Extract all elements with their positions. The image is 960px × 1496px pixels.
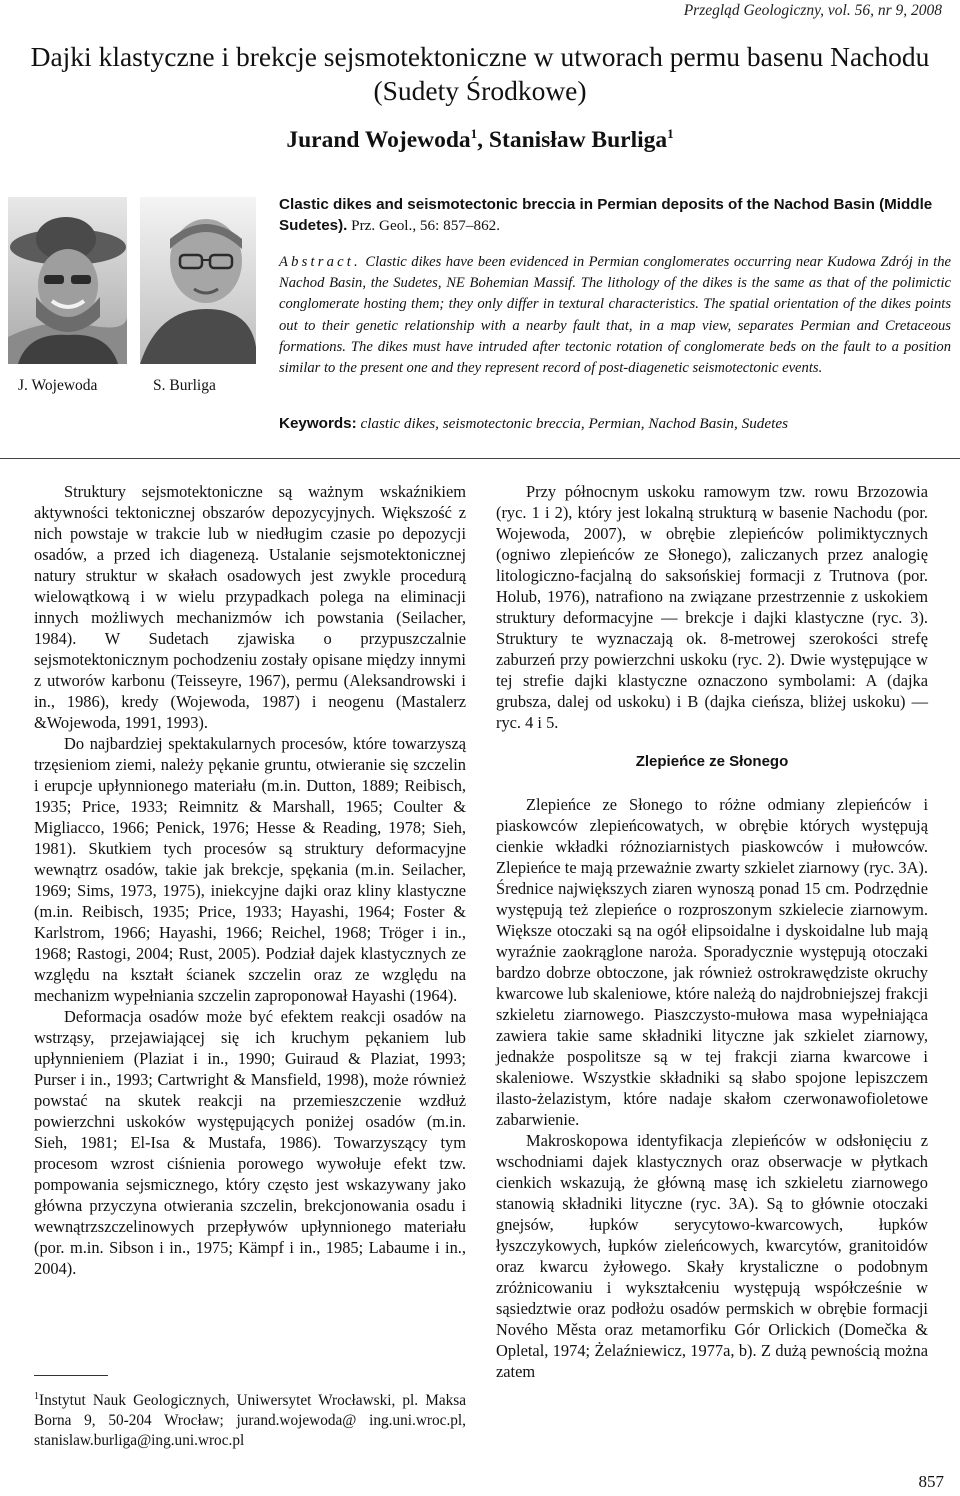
reference-citation: Prz. Geol., 56: 857–862. bbox=[347, 217, 501, 234]
author-2: Stanisław Burliga bbox=[488, 126, 668, 153]
author-2-affiliation: 1 bbox=[667, 126, 674, 141]
body-paragraph: Przy północnym uskoku ramowym tzw. rowu Brzozowia (ryc. 1 i 2), który jest lokalną strukturą w basenie Nachodu (por. Wojewoda, 2007), w obrębie zlepieńców polimiktycznych (ogniwo zlepieńców ze Słonego), zaliczanych przez analogię litologiczno-facjalną do saksońskiej formacji z Trutnova (por. Holub, 1976), natrafiono na związane przestrzennie z uskokiem struktury deformacyjne — brekcje i dajki klastyczne (ryc. 3). Struktury te wyznaczają ok. 8-metrowej szerokości strefę zaburzeń przy powierzchni uskoku (ryc. 2). Dwie występujące w tej strefie dajki klastyczne oznaczono symbolami: A (dajka grubsza, dalej od uskoku) i B (dajka cieńsza, bliżej uskoku) — ryc. 4 i 5. bbox=[496, 482, 928, 732]
photo-caption-wojewoda: J. Wojewoda bbox=[18, 377, 98, 394]
body-paragraph: Deformacja osadów może być efektem reakcji osadów na wstrząsy, przejawiającej się ich kruchym pękaniem lub upłynnieniem (Plaziat i in., 1990; Guiraud & Plaziat, 1993; Purser i in., 1993; Cartwright & Mansfield, 1998), może również powstać na skutek reakcji na przemieszczenie wzdłuż powierzchni uskoków występujących poniżej osadów (m.in. Sieh, 1981; El-Isa & Mustafa, 1986). Towarzyszący tym procesom wzrost ciśnienia porowego wywołuje efekt tzw. pompowania sejsmicznego, który często jest wskazywany jako główna przyczyna otwierania szczelin, brekcjonowania osadu i wewnątrzszczelinowych przepływów upłynnionego materiału (por. m.in. Sibson i in., 1975; Kämpf i in., 1985; Labaume i in., 2004). bbox=[34, 1007, 466, 1278]
keywords-label: Keywords: bbox=[279, 415, 357, 432]
right-column bbox=[496, 481, 928, 1382]
body-paragraph: Struktury sejsmotektoniczne są ważnym wskaźnikiem aktywności tektonicznej obszarów depozycyjnych. Większość z nich powstaje w trakcie lub w niedługim czasie po depozycji osadów, a przed ich diagenezą. Ustalanie sejsmotektonicznej natury struktur w skałach osadowych jest zwykle procedurą wielowątkową i w wielu przypadkach polega na eliminacji innych możliwych mechanizmów ich powstania (Seilacher, 1984). W Sudetach zjawiska o przypuszczalnie sejsmotektonicznym pochodzeniu zostały opisane między innymi z utworów karbonu (Teisseyre, 1967), permu (Aleksandrowski i in., 1986), kredy (Wojewoda, 1987) i neogenu (Mastalerz &Wojewoda, 1991, 1993). bbox=[34, 482, 466, 732]
section-heading: Zlepieńce ze Słonego bbox=[635, 753, 789, 770]
author-1: Jurand Wojewoda bbox=[286, 126, 471, 153]
body-paragraph: Zlepieńce ze Słonego to różne odmiany zlepieńców i piaskowców zlepieńcowatych, w obrębie których występują cienkie wkładki różnoziarnistych piaskowców i mułowców. Zlepieńce te mają przeważnie zwarty szkielet ziarnowy (ryc. 3A). Średnice największych ziaren wynoszą ponad 15 cm. Podrzędnie występują też zlepieńce o rozproszonym szkielecie ziarnowym. Większe otoczaki są na ogół elipsoidalne i dyskoidalne lub mają wyraźnie zaokrąglone naroża. Sporadycznie występują otoczaki bardzo dobrze obtoczone, jak również ostrokrawędziste okruchy kwarcowe lub skaleniowe, które należą do najdrobniejszej frakcji szkieletu ziarnowego. Piaszczysto-mułowa masa wypełniająca zawiera takie same składniki lityczne jak szkielet ziarnowy, jednakże pospolitsze są w tej frakcji ziarna kwarcowe i skaleniowe. Wszystkie składniki są słabo spojone lepiszczem ilasto-żelazistym, które nadaje skałom czerwonawofioletowe zabarwienie. bbox=[496, 795, 928, 1129]
footnote-marker: 1 bbox=[34, 1391, 39, 1402]
reference-title: Clastic dikes and seismotectonic breccia in Permian deposits of the Nachod Basin (Middle Sudetes). bbox=[279, 196, 933, 234]
title-line-2: (Sudety Środkowe) bbox=[373, 75, 587, 106]
author-photo-wojewoda bbox=[8, 197, 127, 364]
header-divider bbox=[0, 458, 960, 459]
footnote-divider bbox=[34, 1375, 108, 1376]
author-photo-burliga bbox=[140, 197, 256, 364]
author-list bbox=[0, 126, 960, 154]
keywords-text: clastic dikes, seismotectonic breccia, Permian, Nachod Basin, Sudetes bbox=[356, 415, 788, 432]
english-reference bbox=[279, 194, 951, 236]
affiliation-footnote bbox=[34, 1387, 466, 1451]
left-column bbox=[34, 481, 466, 1279]
footnote-text: Instytut Nauk Geologicznych, Uniwersytet Wrocławski, pl. Maksa Borna 9, 50-204 Wrocław; jurand.wojewoda@ ing.uni.wroc.pl, stanislaw.burliga@ing.uni.wroc.pl bbox=[34, 1392, 466, 1450]
title-line-1: Dajki klastyczne i brekcje sejsmotektoniczne w utworach permu basenu Nachodu bbox=[30, 41, 930, 72]
article-title bbox=[0, 40, 960, 108]
abstract bbox=[279, 252, 951, 379]
abstract-text: Clastic dikes have been evidenced in Permian conglomerates occurring near Kudowa Zdrój in the Nachod Basin, the Sudetes, NE Bohemian Massif. The lithology of the dikes is the same as that of the polimictic conglomerate hosting them; they only differ in textural characteristics. The spatial orientation of the dikes points out to their genetic relationship with a nearby fault that, in a map view, separates Permian and Cretaceous formations. The dikes must have intruded after tectonic rotation of conglomerate beds on the fault to a position similar to the present one and they represent record of post-diagenetic seismotectonic events. bbox=[279, 254, 951, 377]
body-paragraph: Makroskopowa identyfikacja zlepieńców w odsłonięciu z wschodniami dajek klastycznych oraz obserwacje w płytkach cienkich wskazują, że główną masę ich szkieletu ziarnowego stanowią składniki lityczne (ryc. 3A). Są to głównie otoczaki gnejsów, łupków serycytowo-kwarcowych, łupków łyszczykowych, łupków zieleńcowych, kwarcytów, granitoidów oraz kwarcu żyłowego. Skały krystaliczne o podobnym zróżnicowaniu i wykształceniu występują współcześnie w sąsiedztwie oraz podłożu osadów permskich w obrębie formacji Nového Města oraz metamorfiku Gór Orlickich (Domečka & Opletal, 1974; Żelaźniewicz, 1977a, b). Z dużą pewnością można zatem bbox=[496, 1131, 928, 1381]
author-1-affiliation: 1 bbox=[470, 126, 478, 141]
abstract-label: Abstract. bbox=[279, 254, 361, 270]
body-paragraph: Do najbardziej spektakularnych procesów, które towarzyszą trzęsieniom ziemi, należy pękanie gruntu, otwieranie się szczelin i erupcje upłynnionego materiału (m.in. Dutton, 1889; Reibisch, 1935; Price, 1933; Reimnitz & Marshall, 1965; Coulter & Migliacco, 1966; Penick, 1976; Hesse & Reading, 1978; Sieh, 1981). Skutkiem tych procesów są struktury deformacyjne wewnątrz osadów, takie jak brekcje, spękania (m.in. Seilacher, 1969; Sims, 1973, 1975), iniekcyjne dajki oraz kliny klastyczne (m.in. Reibisch, 1935; Price, 1933; Hayashi, 1964; Foster & Karlstrom, 1966; Hayashi, 1966; Reichel, 1968; Tröger i in., 1968; Rastogi, 2004; Rust, 2005). Podział dajek klastycznych ze względu na kształt ścianek szczelin oraz ze względu na mechanizm wypełniania szczelin zaproponował Hayashi (1964). bbox=[34, 734, 466, 1005]
keywords bbox=[279, 415, 951, 433]
author-separator: , bbox=[477, 126, 489, 153]
photo-caption-burliga: S. Burliga bbox=[153, 377, 216, 394]
page-number: 857 bbox=[918, 1472, 944, 1491]
journal-header: Przegląd Geologiczny, vol. 56, nr 9, 2008 bbox=[683, 2, 942, 19]
